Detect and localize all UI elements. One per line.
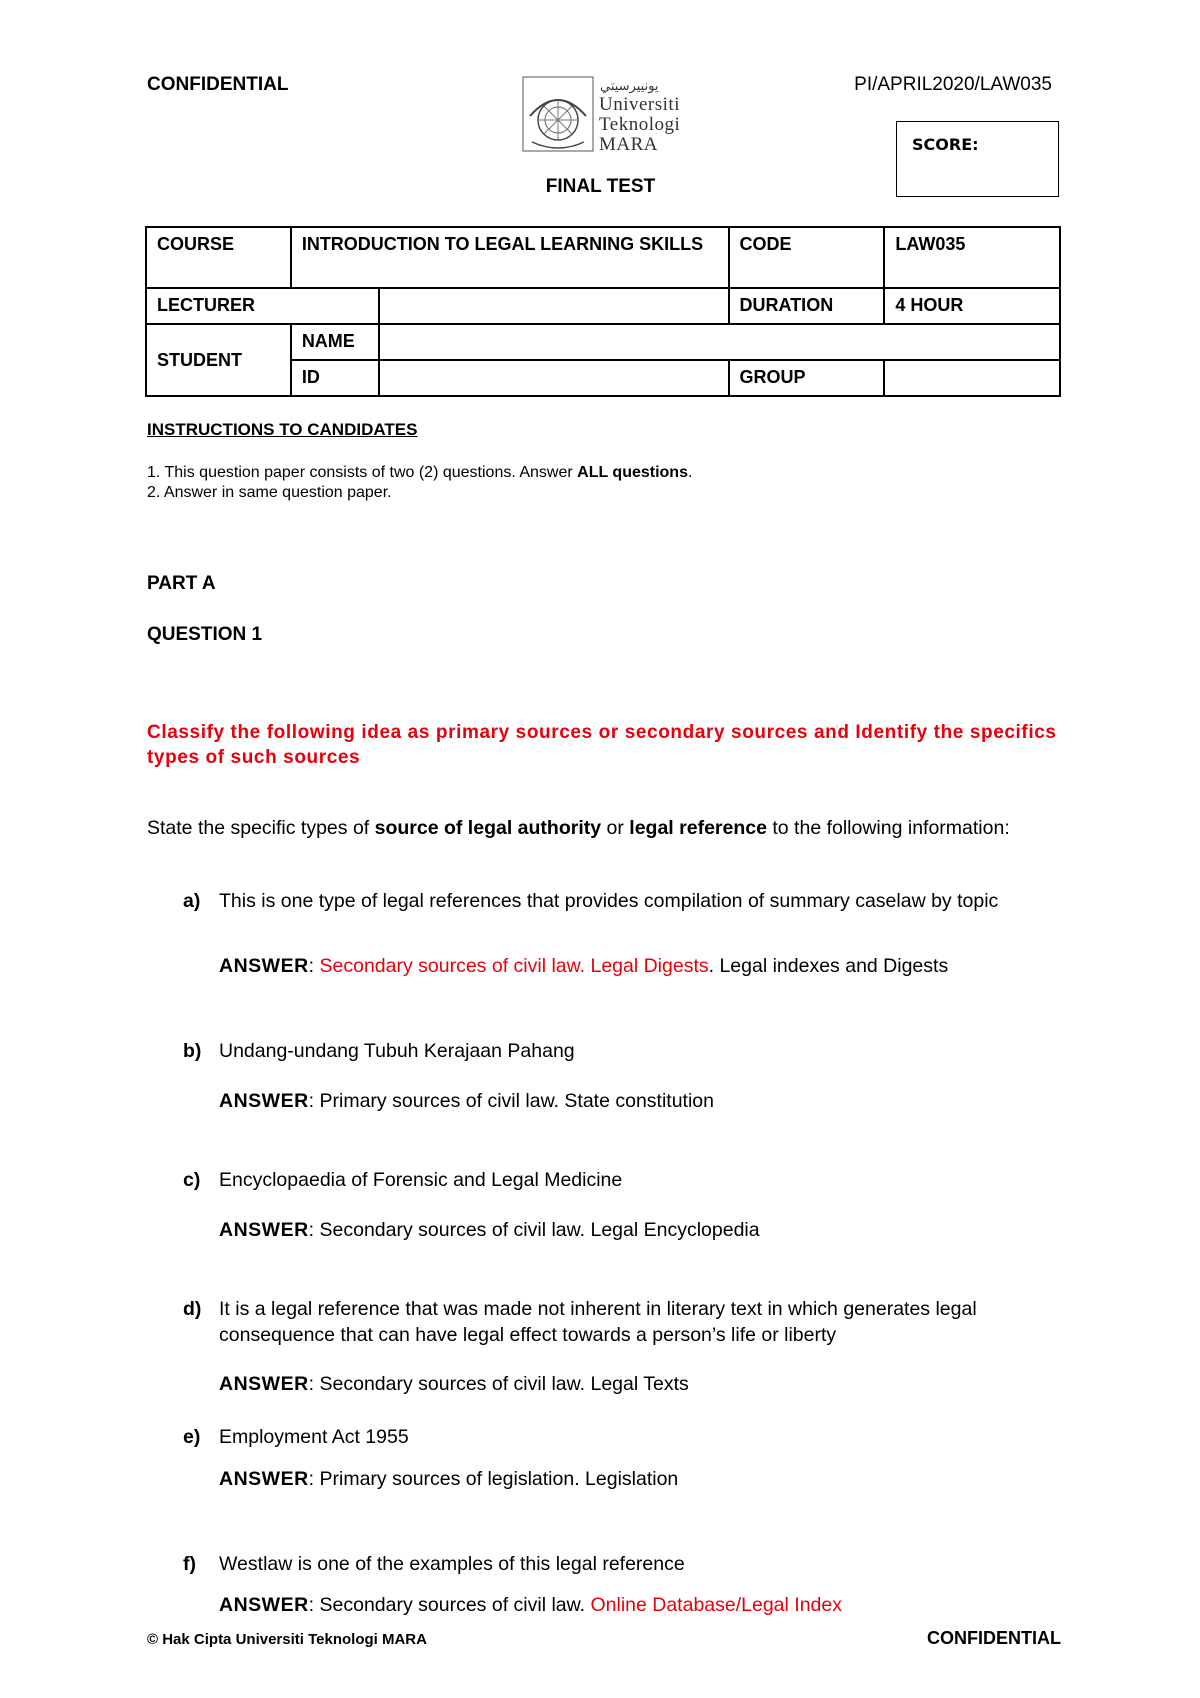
group-field[interactable]	[884, 360, 1060, 396]
logo-line-1: Universiti	[599, 94, 680, 115]
duration-value: 4 HOUR	[884, 288, 1060, 324]
question-item-d: d) It is a legal reference that was made not inherent in literary text in which generates legal consequence that can have legal effect towards a person’s life or liberty	[183, 1298, 977, 1346]
lecturer-label: LECTURER	[146, 288, 379, 324]
score-label: SCORE:	[912, 135, 979, 154]
question-item-b: b) Undang-undang Tubuh Kerajaan Pahang	[183, 1040, 575, 1062]
id-field[interactable]	[379, 360, 729, 396]
question-item-a: a) This is one type of legal references that provides compilation of summary caselaw by topic	[183, 890, 999, 912]
question-heading: QUESTION 1	[147, 624, 263, 645]
group-label: GROUP	[729, 360, 885, 396]
confidential-header: CONFIDENTIAL	[147, 74, 289, 95]
logo-jawi-text: ﯾﻮﻧﯿﯿﺮﺳﯿﺘﻲ	[600, 78, 659, 93]
copyright-footer: © Hak Cipta Universiti Teknologi MARA	[147, 1631, 427, 1648]
student-label: STUDENT	[146, 324, 291, 396]
final-test-title: FINAL TEST	[545, 176, 656, 197]
lecturer-field[interactable]	[379, 288, 729, 324]
code-value: LAW035	[884, 227, 1060, 288]
name-label: NAME	[291, 324, 379, 360]
answer-a: ANSWER: Secondary sources of civil law. Legal Digests. Legal indexes and Digests	[219, 955, 949, 977]
duration-label: DURATION	[729, 288, 885, 324]
answer-f: ANSWER: Secondary sources of civil law. Online Database/Legal Index	[219, 1594, 842, 1616]
part-heading: PART A	[147, 573, 216, 594]
instructions-title: INSTRUCTIONS TO CANDIDATES	[147, 420, 418, 439]
instruction-2: 2. Answer in same question paper.	[147, 484, 392, 501]
university-crest-icon	[522, 76, 594, 152]
course-value: INTRODUCTION TO LEGAL LEARNING SKILLS	[291, 227, 729, 288]
logo-line-3: MARA	[599, 134, 659, 155]
question-stem: State the specific types of source of legal authority or legal reference to the following information:	[147, 817, 1010, 839]
classify-instruction: Classify the following idea as primary sources or secondary sources and Identify the specifics types of such sources	[147, 722, 1057, 768]
answer-e: ANSWER: Primary sources of legislation. Legislation	[219, 1468, 679, 1490]
answer-b: ANSWER: Primary sources of civil law. State constitution	[219, 1090, 715, 1112]
id-label: ID	[291, 360, 379, 396]
answer-c: ANSWER: Secondary sources of civil law. Legal Encyclopedia	[219, 1219, 760, 1241]
question-item-e: e) Employment Act 1955	[183, 1426, 409, 1448]
document-code: PI/APRIL2020/LAW035	[854, 74, 1052, 95]
answer-d: ANSWER: Secondary sources of civil law. Legal Texts	[219, 1373, 689, 1395]
logo-line-2: Teknologi	[599, 114, 681, 135]
course-info-table	[145, 226, 1061, 397]
instruction-1: 1. This question paper consists of two (2) questions. Answer ALL questions.	[147, 464, 693, 481]
question-item-f: f) Westlaw is one of the examples of this legal reference	[183, 1553, 685, 1575]
course-label: COURSE	[146, 227, 291, 288]
name-field[interactable]	[379, 324, 1060, 360]
code-label: CODE	[729, 227, 885, 288]
instructions-list	[147, 463, 692, 503]
page-title	[0, 176, 1200, 198]
university-logo	[522, 76, 712, 156]
question-item-c: c) Encyclopaedia of Forensic and Legal Medicine	[183, 1169, 623, 1191]
confidential-footer: CONFIDENTIAL	[927, 1628, 1061, 1648]
